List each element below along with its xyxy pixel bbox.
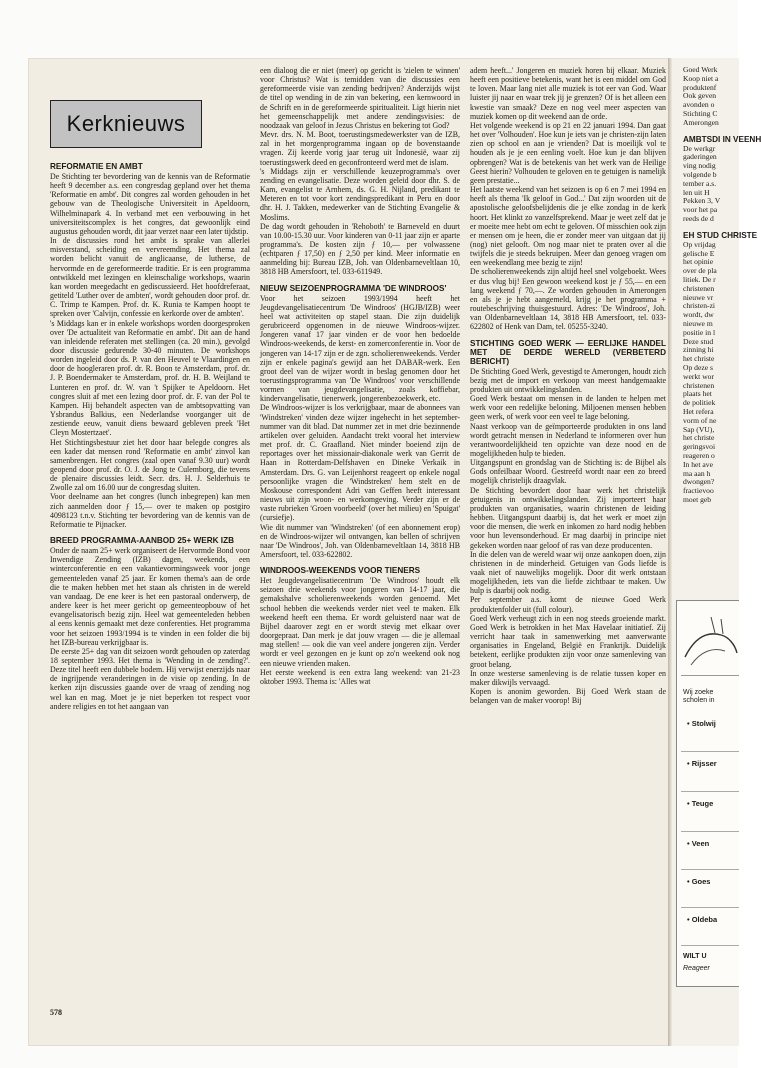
masthead-title: Kerknieuws <box>66 111 186 136</box>
article-paragraph: Stichting C <box>683 108 718 118</box>
article-paragraph: De Stichting ter bevordering van de kennis van de Reformatie heeft 9 december a.s. een congresdag gepland over het thema 'Reformatie en ambt'. Dit congres zal worden gehouden in het gebouw van de Theologische Universiteit in Apeldoorn, Wilhelminapark 4. In verband met een verbouwing in het universiteitscomplex is het congres, dat gewoonlijk eind augustus gehouden wordt, dit jaar verzet naar een later tijdstip. <box>50 172 250 236</box>
article-paragraph: christen-zi <box>683 301 716 311</box>
article-paragraph: In onze westerse samenleving is de relatie tussen koper en maker dikwijls vervaagd. <box>470 668 666 687</box>
article-paragraph: nieuwe vr <box>683 292 714 302</box>
article-paragraph: Het refera <box>683 406 714 416</box>
article-paragraph: het christe <box>683 433 715 443</box>
article-paragraph: Naast verkoop van de geïmporteerde produkten in ons land wordt getracht mensen in Nederland te informeren over hun verantwoordelijkheid ten opzichte van deze nood en de mogelijkheden hulp te bieden. <box>470 421 666 458</box>
article-paragraph: reeds de d <box>683 213 714 223</box>
article-paragraph: geringsvoi <box>683 442 716 452</box>
ad-footer-text: Reageer <box>683 965 710 972</box>
ad-divider <box>681 751 739 752</box>
article-paragraph: zinning hi <box>683 345 714 355</box>
article-paragraph: plaats het <box>683 389 712 399</box>
article-paragraph: gaderingen <box>683 152 717 162</box>
article-paragraph: Amerongen <box>683 117 719 127</box>
article-paragraph: Pekken 3, V <box>683 196 721 206</box>
section-masthead <box>50 100 202 148</box>
article-paragraph: Op deze s <box>683 362 713 372</box>
ad-intro-text: Wij zoeke scholen in <box>683 689 715 705</box>
ad-location-item: • Teuge <box>687 799 714 808</box>
article-paragraph: werkt wor <box>683 371 714 381</box>
article-paragraph: Goed Werk bestaat om mensen in de landen te helpen met werk voor een redelijke beloning. Miljoenen mensen hebben geen werk, of werk voor een veel te lage beloning. <box>470 394 666 422</box>
article-paragraph: Goed Werk verheugt zich in een nog steeds groeiende markt. Goed Werk is betrokken in het Max Havelaar initiatief. Zij verricht haar taak in samenwerking met aanverwante organisaties in Engeland, België en Frankrijk. Duidelijk betekent, eerlijke produkten zijn voor onze samenleving van groot belang. <box>470 613 666 669</box>
article-paragraph: vorm of ne <box>683 415 717 425</box>
article-paragraph: fractievoo <box>683 486 714 496</box>
ad-divider <box>681 869 739 870</box>
article-paragraph: voor het pa <box>683 205 718 215</box>
article-paragraph: Het Stichtingsbestuur ziet het door haar belegde congres als een kader dat mensen rond 'Reformatie en ambt' zinvol kan samenbrengen. Het congres (zaal open vanaf 9.30 uur) wordt geopend door prof. dr. O. J. de Jong te Culemborg, die tevens de plenaire discussies leidt. Secr. drs. H. J. Selderhuis te Zwolle zal om 16.00 uur de congresdag sluiten. <box>50 437 250 493</box>
advertisement-box <box>676 600 739 987</box>
article-paragraph: positie in l <box>683 327 716 337</box>
article-paragraph: het opinie <box>683 257 714 267</box>
article-paragraph: Het Jeugdevangelisatiecentrum 'De Windroos' houdt elk seizoen drie weekends voor jongeren van 14-17 jaar, die gemakshalve scholierenweekends worden genoemd. Met school hebben die weekends verder niet veel te maken. Elk weekend heeft een thema. Er wordt geluisterd naar wat de Bijbel daarover zegt en er wordt stevig met elkaar over doorgepraat. Dan merk je dat jouw vragen — die je allemaal mag stellen! — ook die van veel andere jongeren zijn. Verder wordt er veel gezongen en je kunt op zo'n weekend ook nog een nieuwe vrienden maken. <box>260 576 460 668</box>
ad-location-item: • Veen <box>687 839 710 848</box>
article-paragraph: dwongen? <box>683 477 715 487</box>
ad-divider <box>681 831 739 832</box>
article-paragraph: Voor het seizoen 1993/1994 heeft het Jeugdevangelisatiecentrum 'De Windroos' (HGJB/IZB) weer heel wat activiteiten op stapel staan. Die zijn duidelijk gerubriceerd opgenomen in de nieuwe Windroos-wijzer. Jongeren vanaf 17 jaar vinden er de voor hen bedoelde Windroos-weekends, de kerst- en zomerconferentie in. Voor de jongeren van 14-17 zijn er de zgn. scholierenweekends. Verder zijn er enkele pagina's gewijd aan het DABAR-werk. Een groot deel van de wijzer wordt in beslag genomen door het toerustingsprogramma van 'De Windroos' voor verschillende vormen van jeugdevangelisatie, zoals koffiebar, kindervangelisatie, tienerwerk, jongerenbezoekwerk, etc. <box>260 293 460 404</box>
page-gutter-shadow <box>668 58 672 1046</box>
article-paragraph: adem heeft...' Jongeren en muziek horen bij elkaar. Muziek heeft een positieve betekenis, want het is een middel om God te loven. Maar lang niet alle muziek is tot eer van God. Waar luister jij naar en waar trek jij je grenzen? Of is het alleen een kwestie van smaak? Deze en nog veel meer aspecten van muziek komen op dit weekend aan de orde. <box>470 66 666 121</box>
article-paragraph: len uit H <box>683 187 710 197</box>
article-paragraph: christenen <box>683 283 715 293</box>
ad-location-item: • Stolwij <box>687 719 716 728</box>
article-paragraph: De dag wordt gehouden in 'Rehoboth' te Barneveld en duurt van 10.00-15.30 uur. Voor kinderen van 0-11 jaar zijn er aparte programma's. De kosten zijn ƒ 10,— per volwassene (echtparen ƒ 17,50) en ƒ 2,50 per kind. Meer informatie en aanmelding bij: Bureau IZB, Joh. van Oldenbarneveltlaan 10, 3818 HB Amersfoort, tel. 033-611949. <box>260 221 460 277</box>
article-paragraph: Sap (VU), <box>683 424 715 434</box>
article-paragraph: Kopen is anonim geworden. Bij Goed Werk staan de belangen van de maker voorop! Bij <box>470 687 666 706</box>
article-paragraph: Onder de naam 25+ werk organiseert de Hervormde Bond voor Inwendige Zending (IZB) dagen, weekends, een winterconferentie en een vakantievormingsweek voor jonge gemeenteleden vanaf 25 jaar. Er komen thema's aan de orde die te maken hebben met het staan als christen in de wereld van vandaag. De ene keer is het een pastoraal onderwerp, de andere keer is het meer gericht op gemeenteopbouw of het evangelisatorisch bezig zijn. Heel wat gemeenteleden hebben al eens kennis gemaakt met deze conferenties. Het programma voor het seizoen 1993/1994 is te vinden in een folder die bij het IZB-bureau verkrijgbaar is. <box>50 546 250 647</box>
article-paragraph: litiek. De r <box>683 274 716 284</box>
article-headline: WINDROOS-WEEKENDS VOOR TIENERS <box>260 566 421 576</box>
article-paragraph: christenen <box>683 380 715 390</box>
column-2 <box>260 66 460 1006</box>
article-paragraph: Koop niet a <box>683 73 719 83</box>
article-paragraph: Op vrijdag <box>683 239 716 249</box>
article-paragraph: De Stichting bevordert door haar werk het christelijk getuigenis in ontwikkelingslanden. Zij importeert haar produkten van organisaties, waarin christenen de leiding hebben. Uitgangspunt daarbij is, dat het werk er moet zijn voor die mensen, die werk en inkomen zo hard nodig hebben voor hun levensonderhoud. Er mag daarbij in principe niet gekeken worden naar geloof of ras van deze producenten. <box>470 485 666 550</box>
ad-footer-heading: WILT U <box>683 953 707 960</box>
article-paragraph: Per september a.s. komt de nieuwe Goed Werk produktenfolder uit (full colour). <box>470 595 666 614</box>
ad-location-item: • Goes <box>687 877 711 886</box>
article-paragraph: gelische E <box>683 248 715 258</box>
article-headline: NIEUW SEIZOENPROGRAMMA 'DE WINDROOS' <box>260 283 447 293</box>
article-paragraph: produktenf <box>683 82 717 92</box>
article-paragraph: reageren o <box>683 450 715 460</box>
article-paragraph: De Stichting Goed Werk, gevestigd te Amerongen, houdt zich bezig met de import en verkoop van meest handgemaakte produkten uit ontwikkelingslanden. <box>470 366 666 394</box>
article-headline: EH STUD CHRISTE <box>683 230 758 240</box>
article-paragraph: Uitgangspunt en grondslag van de Stichting is: de Bijbel als Gods onfeilbaar Woord. Gestreefd wordt naar een zo breed mogelijk christelijk draagvlak. <box>470 458 666 486</box>
article-paragraph: De Windroos-wijzer is los verkrijgbaar, maar de abonnees van 'Windstreken' vinden deze wijzer ingehecht in het september-nummer van dit blad. Dat nummer zet in met drie bezinnende artikelen over geluiden. Aandacht trekt vooral het interview met prof. dr. C. Graafland. Niet minder boeiend zijn de reportages over het missionair-diakonale werk van Gerrit de Haan in Rotterdam-Delfshaven en Dineke Verkaik in Amsterdam. Drs. G. van Leijenhorst reageert op enkele nogal persoonlijke vragen die 'Windstreken' hem stelt en de Moskouse correspondent Adri van Geffen heeft interessant nieuws uit zijn woon- en werkomgeving. Verder zijn er de vaste rubrieken 'Groen voorbeeld' (over het milieu) en 'Spuigat' (cursiefje). <box>260 403 460 523</box>
article-paragraph: Goed Werk <box>683 65 718 74</box>
article-paragraph: Het laatste weekend van het seizoen is op 6 en 7 mei 1994 en heeft als thema 'Ik geloof in God...' Dat zijn woorden uit de apostolische geloofsbelijdenis die je elke zondag in de kerk hoort. Het klinkt zo vanzelfsprekend. Maar je weet zelf dat je er moeite mee hebt om echt te geloven. Of misschien ook zijn er mensen om je heen, die er zonder meer van uitgaan dat jij (nog) niet gelooft. Om nog maar niet te praten over al die twijfels die je steeds bekruipen. Meer dan genoeg vragen om een weekendlang mee bezig te zijn! <box>470 185 666 268</box>
article-paragraph: Het volgende weekend is op 21 en 22 januari 1994. Dan gaat het over 'Volhouden'. Hoe kun je iets van je christen-zijn laten zien op school en aan je vrienden? Dat is moeilijk vol te houden als je je een eenling voelt. Hoe kun je dan blijven opbrengen? Wat is de betekenis van het werk van de Heilige Geest hierin? Volhouden te geloven en te getuigen is namelijk geen prestatie... <box>470 120 666 185</box>
article-paragraph: ving nodig <box>683 161 716 171</box>
ad-divider <box>681 791 739 792</box>
article-paragraph: Ook geven <box>683 91 717 101</box>
article-paragraph: In de discussies rond het ambt is sprake van allerlei misverstand, scheiding en vervreemding. Het thema zal worden belicht vanuit de anglicaanse, de lutherse, de hervormde en de gereformeerde traditie. Er is een programma ontwikkeld met lezingen en kleinschalige workshops, waarin kan worden meegedacht en gediscussieerd. Het hoofdreferaat, getiteld 'Luther over de ambten', wordt gehouden door prof. dr. C. Trimp te Kampen. Prof. dr. K. Runia te Kampen hoopt te spreken over 'Calvijn, confessie en kerkorde over de ambten'. <box>50 236 250 319</box>
article-paragraph: nieuwe m <box>683 318 713 328</box>
column-3 <box>470 66 666 1006</box>
article-headline: STICHTING GOED WERK — EERLIJKE HANDEL MET DE DERDE WERELD (VERBETERD BERICHT) <box>470 338 666 366</box>
article-paragraph: avonden o <box>683 100 715 110</box>
article-paragraph: ma aan h <box>683 468 711 478</box>
article-paragraph: Wie dit nummer van 'Windstreken' (of een abonnement erop) en de Windroos-wijzer wil ontvangen, kan bellen of schrijven naar 'De Windroos', Joh. van Oldenbarneveltlaan 14, 3818 HB Amersfoort, tel. 033-622802. <box>260 522 460 559</box>
ad-divider <box>681 907 739 908</box>
page-number: 578 <box>50 1008 62 1017</box>
article-paragraph: De eerste 25+ dag van dit seizoen wordt gehouden op zaterdag 18 september 1993. Het thema is 'Wending in de zending?'. Deze titel heeft een dubbele bodem. Hij verwijst enerzijds naar de ingrijpende veranderingen in de visie op zending. In de kerken zijn discussies gaande over de vraag of zending nog wel kan en mag. Moet je je niet beperken tot respect voor andere religies en tot het aangaan van <box>50 646 250 711</box>
article-paragraph: over de pla <box>683 266 717 276</box>
article-headline: AMBTSDI IN VEENH <box>683 134 761 144</box>
article-paragraph: Mevr. drs. N. M. Boot, toerustingsmedewerkster van de IZB, zal in het morgenprogramma ingaan op de bovenstaande vragen. Zij keerde vorig jaar terug uit Indonesië, waar zij toerustingswerk deed en geconfronteerd werd met de islam. <box>260 130 460 167</box>
article-headline: REFORMATIE EN AMBT <box>50 162 143 171</box>
article-paragraph: volgende b <box>683 169 717 179</box>
article-paragraph: Deze stud <box>683 336 714 346</box>
ad-divider <box>681 945 739 946</box>
article-paragraph: 's Middags zijn er verschillende keuzeprogramma's over zending en evangelisatie. Deze worden geleid door dhr. S. de Kam, evangelist te Arnhem, ds. G. H. Nijland, predikant te Meteren en tot voor kort zendingspredikant in Peru en door dhr. H. J. Takken, medewerker van de Stichting Evangelie & Moslims. <box>260 166 460 222</box>
ad-location-item: • Rijsser <box>687 759 717 768</box>
article-paragraph: De scholierenweekends zijn altijd heel snel volgeboekt. Wees er dus vlug bij! Een gewoon weekend kost je ƒ 55,— en een lang weekend ƒ 70,—. Ze worden gehouden in Amerongen en als je je hebt aangemeld, krijg je het programma + routebeschrijving thuisgestuurd. Adres: 'De Windroos', Joh. van Oldenbarneveltlaan 14, 3818 HB Amersfoort, tel. 033-622802 of Henk van Dam, tel. 05255-3240. <box>470 267 666 332</box>
article-paragraph: 's Middags kan er in enkele workshops worden doorgesproken over 'De actualiteit van Reformatie en ambt'. Dit aan de hand van inleidende referaten met stellingen (ca. 20 min.), gevolgd door discussie gedurende 30-40 minuten. De workshops worden ingeleid door ds. P. van den Heuvel te Vlaardingen en door de hoogleraren prof. dr. R. Boon te Amsterdam, prof. dr. J. P. Boendermaker te Amsterdam, prof. dr. H. B. Weijland te Lunteren en prof. dr. W. van 't Spijker te Apeldoorn. Het congres sluit af met een lezing door prof. dr. F. van der Pol te Kampen. Hij behandelt aspecten van de ambtsopvatting van Ysbrandus Balkius, een Nederlandse voorganger uit de zestiende eeuw, vanuit diens bewaard gebleven preek 'Het Cleyn Mostertzaet'. <box>50 318 250 438</box>
column-1 <box>50 155 250 1015</box>
article-paragraph: het christe <box>683 354 715 364</box>
article-paragraph: tember a.s. <box>683 178 717 188</box>
ad-location-item: • Oldeba <box>687 915 718 924</box>
article-paragraph: De werkgr <box>683 143 716 153</box>
article-headline: BREED PROGRAMMA-AANBOD 25+ WERK IZB <box>50 536 234 546</box>
article-paragraph: Het eerste weekend is een extra lang weekend: van 21-23 oktober 1993. Thema is: 'Alles wat <box>260 667 460 686</box>
article-paragraph: In die delen van de wereld waar wij onze aankopen doen, zijn christenen in de minderheid. Getuigen van Gods liefde is vaak niet of nauwelijks mogelijk. Door dit werk ontstaan mogelijkheden, iets van die liefde zichtbaar te maken. Uw hulp is daarbij ook nodig. <box>470 549 666 596</box>
article-paragraph: In het ave <box>683 459 713 469</box>
hands-illustration-icon <box>681 607 739 675</box>
article-paragraph: Voor deelname aan het congres (lunch inbegrepen) kan men zich aanmelden door ƒ 15,— over te maken op postgiro 4098123 t.n.v. Stichting ter bevordering van de kennis van de Reformatie te Pijnacker. <box>50 492 250 529</box>
ad-illustration <box>681 607 739 676</box>
article-paragraph: moet geb <box>683 494 712 504</box>
article-paragraph: een dialoog die er niet (meer) op gericht is 'zielen te winnen' voor Christus? Wat is temidden van die discussies een gereformeerde visie van zending bedrijven? Anderzijds wijst de titel op wending in de zin van bekering, een kernwoord in de Schrift en in de gereformeerde spiritualiteit. Ligt hierin niet het gemeenschappelijk met andere zendingsvisies: de noodzaak van geloof in Jezus Christus en bekering tot God? <box>260 66 460 130</box>
article-paragraph: de politiek <box>683 398 716 408</box>
article-paragraph: wordt, dw <box>683 310 714 320</box>
